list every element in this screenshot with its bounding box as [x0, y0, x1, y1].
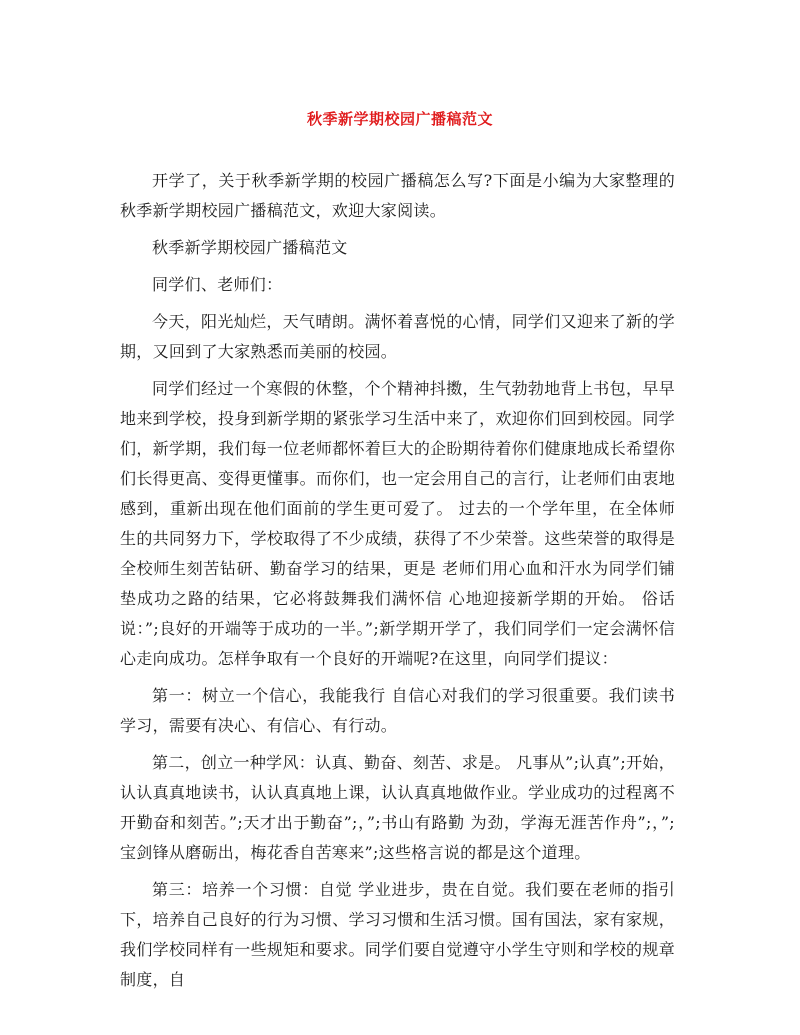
body-paragraph: 第三：培养一个习惯：自觉 学业进步，贵在自觉。我们要在老师的指引下，培养自己良好的行为习惯、学习习惯和生活习惯。国有国法，家有家规，我们学校同样有一些规矩和要求。同学们要自觉遵守小学生守则和学校的规章制度，自	[120, 880, 675, 989]
body-paragraph: 今天，阳光灿烂，天气晴朗。满怀着喜悦的心情，同学们又迎来了新的学期，又回到了大家熟悉而美丽的校园。	[120, 312, 675, 361]
document-body	[120, 166, 675, 1002]
body-paragraph: 同学们经过一个寒假的休整，个个精神抖擞，生气勃勃地背上书包，早早地来到学校，投身到新学期的紧张学习生活中来了，欢迎你们回到校园。同学们，新学期，我们每一位老师都怀着巨大的企盼期待着你们健康地成长希望你们长得更高、变得更懂事。而你们，也一定会用自己的言行，让老师们由衷地感到，重新出现在他们面前的学生更可爱了。 过去的一个学年里，在全体师生的共同努力下，学校取得了不少成绩，获得了不少荣誉。这些荣誉的取得是全校师生刻苦钻研、勤奋学习的结果，更是 老师们用心血和汗水为同学们铺垫成功之路的结果，它必将鼓舞我们满怀信 心地迎接新学期的开始。 俗话说：”;良好的开端等于成功的一半。”;新学期开学了，我们同学们一定会满怀信心走向成功。怎样争取有一个良好的开端呢?在这里，向同学们提议：	[120, 379, 675, 668]
document-title: 秋季新学期校园广播稿范文	[306, 110, 493, 128]
body-paragraph: 第二，创立一种学风：认真、勤奋、刻苦、求是。 凡事从”;认真”;开始，认认真真地读书，认认真真地上课，认认真真地做作业。学业成功的过程离不开勤奋和刻苦。”;天才出于勤奋”;，”;书山有路勤 为劲，学海无涯苦作舟”;，”;宝剑锋从磨砺出，梅花香自苦寒来”;这些格言说的都是这个道理。	[120, 753, 675, 862]
intro-paragraph: 开学了，关于秋季新学期的校园广播稿怎么写?下面是小编为大家整理的秋季新学期校园广播稿范文，欢迎大家阅读。	[120, 171, 675, 220]
subtitle-paragraph: 秋季新学期校园广播稿范文	[152, 238, 348, 257]
greeting-paragraph: 同学们、老师们：	[152, 275, 283, 294]
body-paragraph: 第一：树立一个信心，我能我行 自信心对我们的学习很重要。我们读书学习，需要有决心、有信心、有行动。	[120, 686, 675, 735]
